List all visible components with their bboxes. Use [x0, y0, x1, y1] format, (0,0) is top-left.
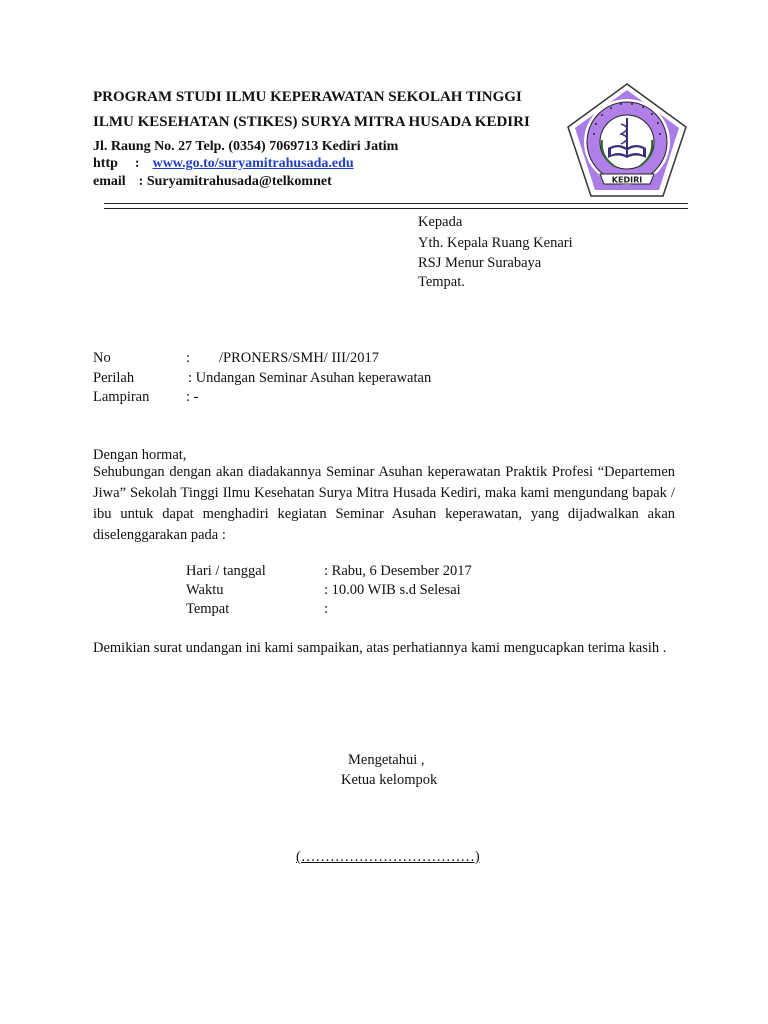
greeting: Dengan hormat,	[93, 447, 187, 463]
letterhead-email	[93, 174, 332, 190]
letterhead-line2: ILMU KESEHATAN (STIKES) SURYA MITRA HUSADA KEDIRI	[93, 114, 530, 130]
lampiran-label: Lampiran	[93, 389, 150, 405]
recipient-line4: Tempat.	[418, 274, 465, 290]
closing-paragraph: Demikian surat undangan ini kami sampaikan, atas perhatiannya kami mengucapkan terima kasih .	[93, 640, 667, 656]
recipient-line2: Yth. Kepala Ruang Kenari	[418, 235, 573, 251]
header-divider-top	[104, 203, 688, 204]
institution-logo	[566, 82, 688, 198]
header-divider-bottom	[104, 208, 688, 209]
letterhead-address: Jl. Raung No. 27 Telp. (0354) 7069713 Kediri Jatim	[93, 139, 399, 154]
http-label: http	[93, 156, 118, 171]
recipient-line1: Kepada	[418, 214, 463, 230]
schedule-place-label: Tempat	[186, 601, 230, 617]
perihal-value: : Undangan Seminar Asuhan keperawatan	[188, 370, 432, 386]
schedule-time-value: : 10.00 WIB s.d Selesai	[324, 582, 461, 598]
logo-banner-text: KEDIRI	[611, 175, 643, 185]
no-label: No	[93, 350, 111, 366]
recipient-line3: RSJ Menur Surabaya	[418, 255, 542, 271]
signature-heading: Mengetahui ,	[348, 752, 425, 768]
letterhead-http	[93, 156, 354, 172]
body-paragraph: Sehubungan dengan akan diadakannya Seminar Asuhan keperawatan Praktik Profesi “Departemen Jiwa” Sekolah Tinggi Ilmu Kesehatan Surya Mitra Husada Kediri, maka kami mengundang bapak / ibu untuk dapat menghadiri kegiatan Seminar Asuhan keperawatan, yang dijadwalkan akan diselenggarakan pada :	[93, 464, 675, 543]
logo-emblem-icon	[566, 82, 688, 198]
letterhead-line1: PROGRAM STUDI ILMU KEPERAWATAN SEKOLAH TINGGI	[93, 89, 522, 105]
no-value: : /PRONERS/SMH/ III/2017	[186, 350, 379, 366]
schedule-place-value: :	[324, 601, 329, 617]
schedule-date-value: : Rabu, 6 Desember 2017	[324, 563, 472, 579]
schedule-date-label: Hari / tanggal	[186, 563, 266, 579]
http-separator: :	[134, 156, 140, 171]
email-value: : Suryamitrahusada@telkomnet	[138, 174, 332, 189]
signature-placeholder: (………………………………)	[296, 849, 480, 865]
lampiran-value: : -	[186, 389, 199, 405]
perihal-label: Perilah	[93, 370, 135, 386]
website-link[interactable]: www.go.to/suryamitrahusada.edu	[152, 156, 354, 171]
schedule-time-label: Waktu	[186, 582, 224, 598]
signature-role: Ketua kelompok	[341, 772, 438, 788]
email-label: email	[93, 174, 126, 189]
